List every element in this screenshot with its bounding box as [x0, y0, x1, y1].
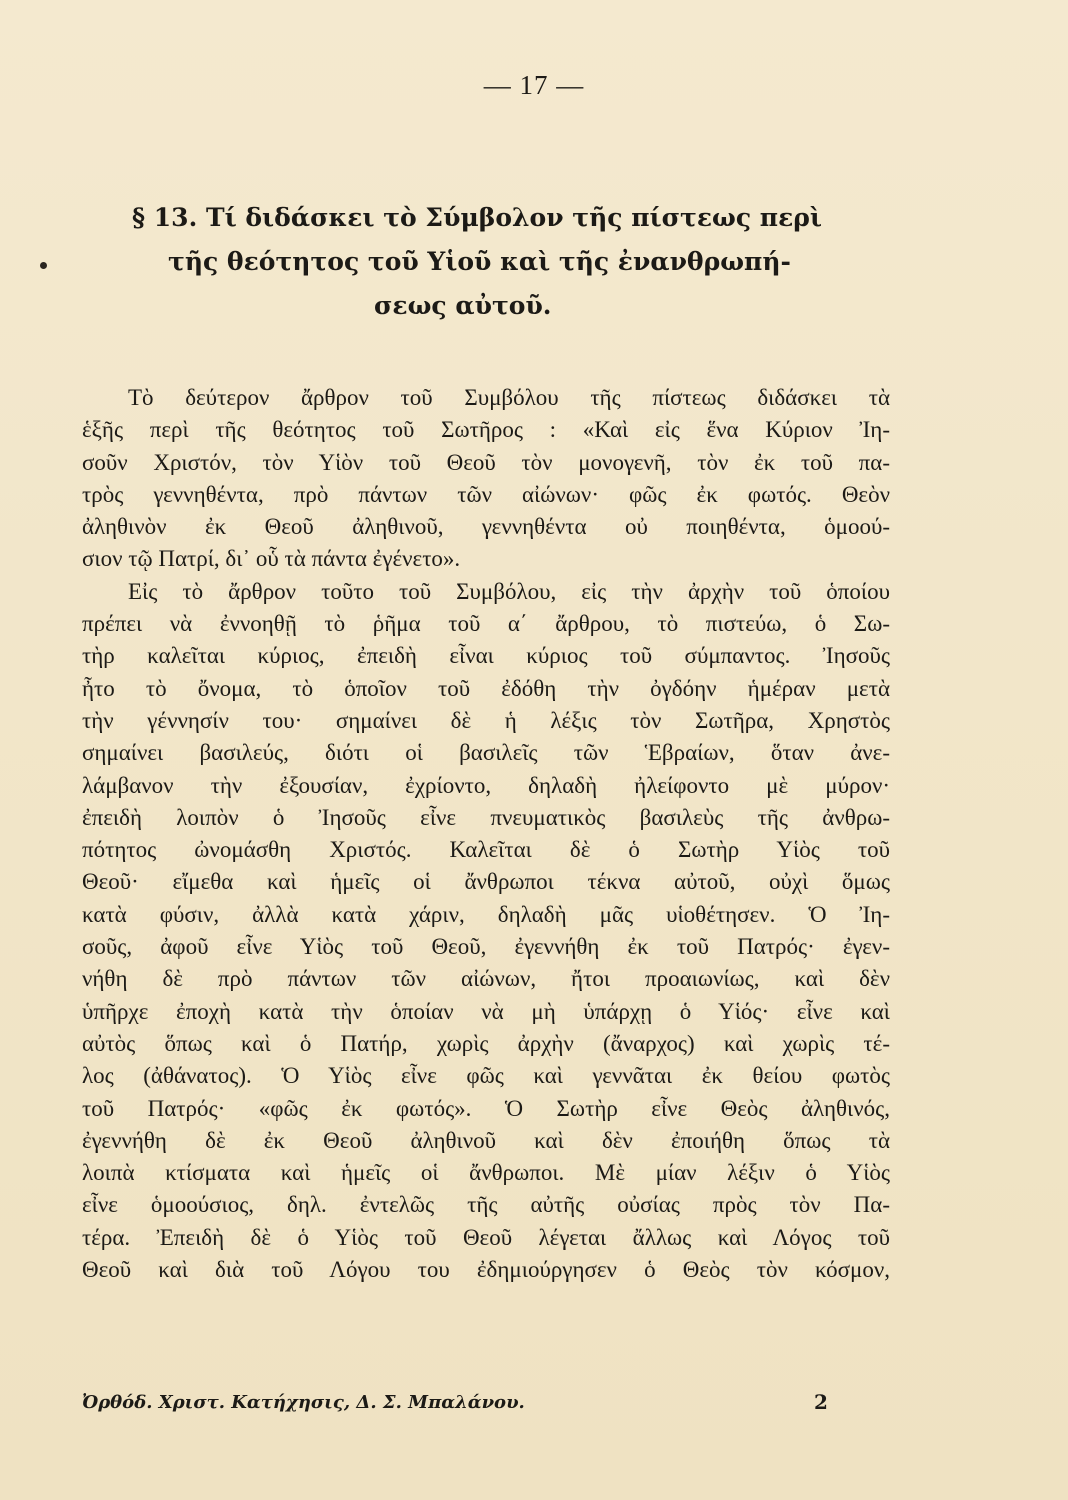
- body-line: Θεοῦ· εἴμεθα καὶ ἡμεῖς οἱ ἄνθρωποι τέκνα αὐτοῦ, οὐχὶ ὅμως: [82, 869, 890, 895]
- body-line: τὴν γέννησίν του· σημαίνει δὲ ἡ λέξις τὸν Σωτῆρα, Χρηστὸς: [82, 707, 890, 733]
- body-line: λος (ἀθάνατος). Ὁ Υἱὸς εἶνε φῶς καὶ γεννᾶται ἐκ θείου φωτὸς: [82, 1063, 890, 1089]
- body-line: τέρα. Ἐπειδὴ δὲ ὁ Υἱὸς τοῦ Θεοῦ λέγεται ἄλλως καὶ Λόγος τοῦ: [82, 1224, 890, 1250]
- body-line: σοῦν Χριστόν, τὸν Υἱὸν τοῦ Θεοῦ τὸν μονογενῆ, τὸν ἐκ τοῦ πα-: [82, 449, 890, 475]
- body-line: ἀληθινὸν ἐκ Θεοῦ ἀληθινοῦ, γεννηθέντα οὐ ποιηθέντα, ὁμοού-: [82, 514, 890, 540]
- body-line: κατὰ φύσιν, ἀλλὰ κατὰ χάριν, δηλαδὴ μᾶς υἱοθέτησεν. Ὁ Ἰη-: [82, 901, 890, 927]
- body-line: πότητος ὠνομάσθη Χριστός. Καλεῖται δὲ ὁ Σωτὴρ Υἱὸς τοῦ: [82, 837, 890, 863]
- heading-line-1: § 13. Τί διδάσκει τὸ Σύμβολον τῆς πίστεως περὶ: [132, 203, 823, 232]
- section-heading: [120, 196, 920, 328]
- body-line: τὴρ καλεῖται κύριος, ἐπειδὴ εἶναι κύριος τοῦ σύμπαντος. Ἰησοῦς: [82, 643, 890, 669]
- heading-line-3: σεως αὐτοῦ.: [374, 291, 552, 320]
- body-line: νήθη δὲ πρὸ πάντων τῶν αἰώνων, ἤτοι προαιωνίως, καὶ δὲν: [82, 966, 890, 992]
- body-line: ὑπῆρχε ἐποχὴ κατὰ τὴν ὁποίαν νὰ μὴ ὑπάρχῃ ὁ Υἱός· εἶνε καὶ: [82, 998, 890, 1024]
- body-line: ἐπειδὴ λοιπὸν ὁ Ἰησοῦς εἶνε πνευματικὸς βασιλεὺς τῆς ἀνθρω-: [82, 804, 890, 830]
- body-line: ἐγεννήθη δὲ ἐκ Θεοῦ ἀληθινοῦ καὶ δὲν ἐποιήθη ὅπως τὰ: [82, 1127, 890, 1153]
- body-line: ἑξῆς περὶ τῆς θεότητος τοῦ Σωτῆρος : «Καὶ εἰς ἕνα Κύριον Ἰη-: [82, 417, 890, 443]
- body-line: πρέπει νὰ ἐννοηθῇ τὸ ῥῆμα τοῦ α΄ ἄρθρου, τὸ πιστεύω, ὁ Σω-: [82, 611, 890, 637]
- body-line: ἦτο τὸ ὄνομα, τὸ ὁποῖον τοῦ ἐδόθη τὴν ὀγδόην ἡμέραν μετὰ: [82, 675, 890, 701]
- body-line: Τὸ δεύτερον ἄρθρον τοῦ Συμβόλου τῆς πίστεως διδάσκει τὰ: [128, 385, 890, 410]
- body-line: σημαίνει βασιλεύς, διότι οἱ βασιλεῖς τῶν Ἑβραίων, ὅταν ἀνε-: [82, 740, 890, 766]
- body-line: Εἰς τὸ ἄρθρον τοῦτο τοῦ Συμβόλου, εἰς τὴν ἀρχὴν τοῦ ὁποίου: [128, 578, 890, 604]
- body-line: τρὸς γεννηθέντα, πρὸ πάντων τῶν αἰώνων· φῶς ἐκ φωτός. Θεὸν: [82, 481, 890, 507]
- body-line: Θεοῦ καὶ διὰ τοῦ Λόγου του ἐδημιούργησεν ὁ Θεὸς τὸν κόσμον,: [82, 1257, 890, 1283]
- page-number: — 17 —: [483, 70, 585, 100]
- body-text: [82, 382, 890, 1286]
- body-line: λάμβανον τὴν ἐξουσίαν, ἐχρίοντο, δηλαδὴ ἠλείφοντο μὲ μύρον·: [82, 772, 890, 798]
- body-line: τοῦ Πατρός· «φῶς ἐκ φωτός». Ὁ Σωτὴρ εἶνε Θεὸς ἀληθινός,: [82, 1095, 890, 1121]
- body-line: λοιπὰ κτίσματα καὶ ἡμεῖς οἱ ἄνθρωποι. Μὲ μίαν λέξιν ὁ Υἱὸς: [82, 1160, 890, 1186]
- sheet-number: 2: [814, 1390, 828, 1414]
- margin-dot: [40, 262, 47, 269]
- body-line: σοῦς, ἀφοῦ εἶνε Υἱὸς τοῦ Θεοῦ, ἐγεννήθη ἐκ τοῦ Πατρός· ἐγεν-: [82, 934, 890, 960]
- body-line: αὐτὸς ὅπως καὶ ὁ Πατήρ, χωρὶς ἀρχὴν (ἄναρχος) καὶ χωρὶς τέ-: [82, 1030, 890, 1056]
- heading-line-2: τῆς θεότητος τοῦ Υἱοῦ καὶ τῆς ἐνανθρωπή-: [168, 247, 791, 276]
- body-line: εἶνε ὁμοούσιος, δηλ. ἐντελῶς τῆς αὐτῆς οὐσίας πρὸς τὸν Πα-: [82, 1192, 890, 1218]
- body-line: σιον τῷ Πατρί, δι᾽ οὗ τὰ πάντα ἐγένετο».: [82, 546, 461, 572]
- footer-citation: Ὀρθόδ. Χριστ. Κατήχησις, Δ. Σ. Μπαλάνου.: [82, 1392, 525, 1413]
